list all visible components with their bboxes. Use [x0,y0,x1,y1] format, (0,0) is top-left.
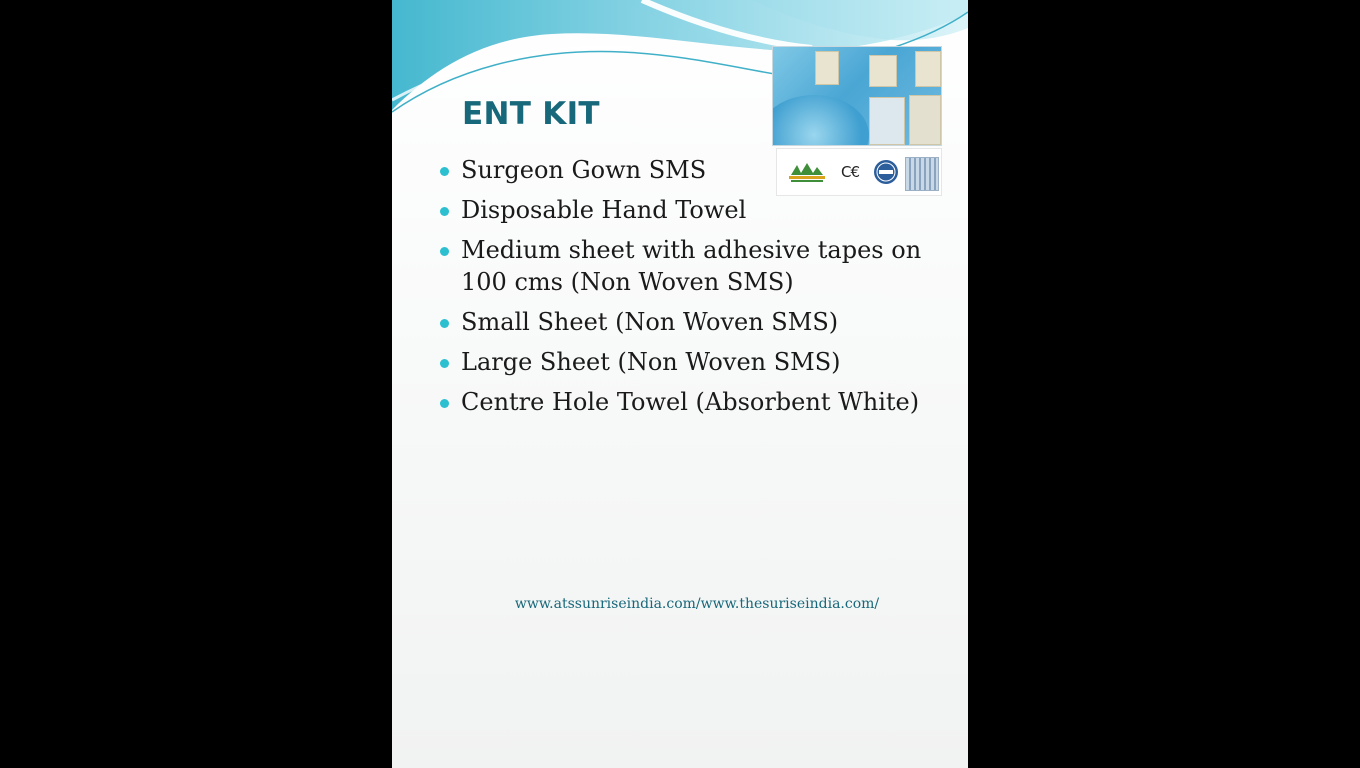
bullet-dot-icon [440,247,449,256]
bullet-dot-icon [440,319,449,328]
slide [392,0,968,768]
bullet-dot-icon [440,359,449,368]
kit-item-shape [815,51,839,85]
list-item [440,386,940,418]
list-item-text: Surgeon Gown SMS [461,156,707,184]
list-item [440,346,940,378]
bullet-dot-icon [440,167,449,176]
kit-item-shape [915,51,941,87]
list-item-text: Small Sheet (Non Woven SMS) [461,308,839,336]
iso-badge-icon [873,159,899,185]
list-item [440,234,940,298]
kit-item-shape [909,95,941,145]
drape-disc-shape [772,95,869,146]
list-item-text: Large Sheet (Non Woven SMS) [461,348,841,376]
list-item-text: Centre Hole Towel (Absorbent White) [461,388,920,416]
list-item [440,194,940,226]
product-photo [772,46,942,146]
sunrise-logo-icon [785,161,829,183]
ce-mark-icon: C​€ [841,163,860,181]
kit-item-shape [869,97,905,145]
slide-title: ENT KIT [462,96,600,132]
bullet-dot-icon [440,207,449,216]
kit-item-shape [869,55,897,87]
list-item-text: Medium sheet with adhesive tapes on 100 cms (Non Woven SMS) [461,236,922,296]
bullet-dot-icon [440,399,449,408]
website-url[interactable]: www.atssunriseindia.com/www.thesuriseindia.com/ [514,596,880,612]
list-item [440,306,940,338]
certificate-document-icon [905,157,939,191]
certification-strip [776,148,942,196]
list-item-text: Disposable Hand Towel [461,196,747,224]
